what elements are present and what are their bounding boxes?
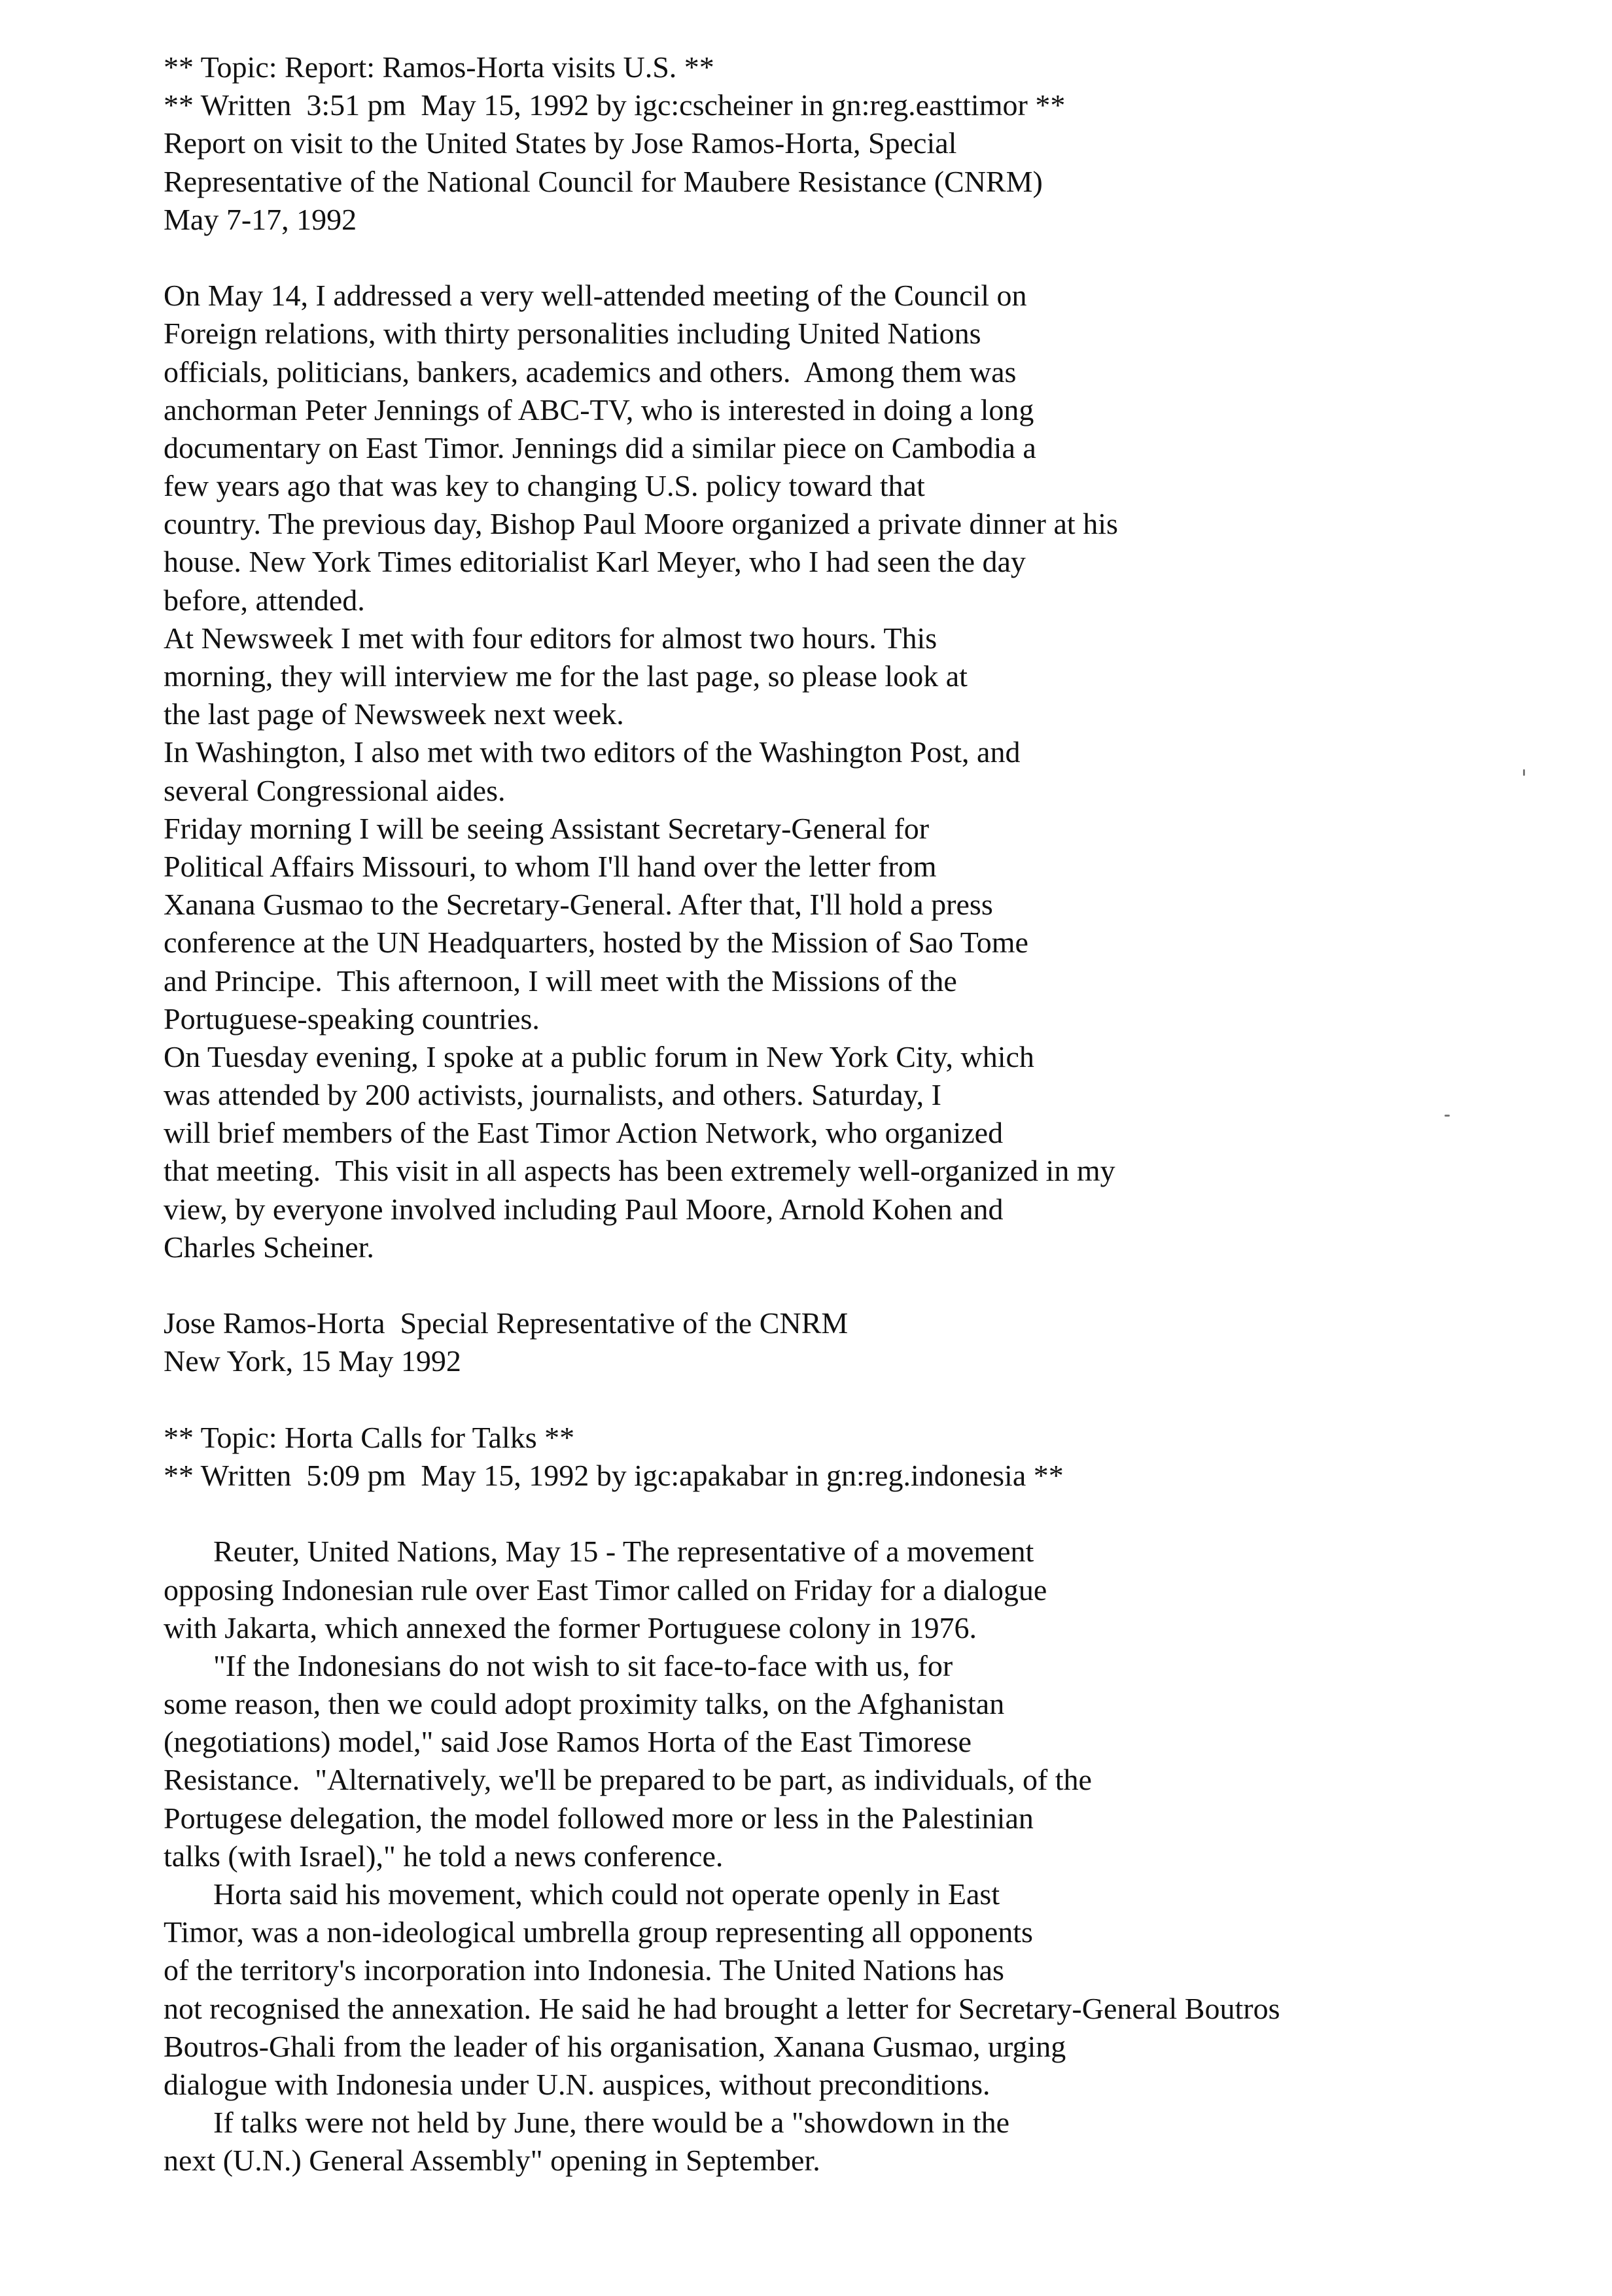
article-line: (negotiations) model," said Jose Ramos Horta of the East Timorese (164, 1725, 972, 1759)
body-line: Friday morning I will be seeing Assistant Secretary-General for (164, 811, 930, 845)
signature-line: Jose Ramos-Horta Special Representative of the CNRM (164, 1306, 849, 1340)
signature-location-date: New York, 15 May 1992 (164, 1344, 461, 1378)
text-column (164, 48, 1577, 2180)
body-line: that meeting. This visit in all aspects has been extremely well-organized in my (164, 1154, 1115, 1188)
scan-speck (1523, 769, 1525, 776)
body-line: country. The previous day, Bishop Paul Moore organized a private dinner at his (164, 507, 1118, 541)
report-title-line: Representative of the National Council for Maubere Resistance (CNRM) (164, 164, 1043, 198)
body-line: anchorman Peter Jennings of ABC-TV, who is interested in doing a long (164, 392, 1034, 426)
body-line: On Tuesday evening, I spoke at a public forum in New York City, which (164, 1039, 1034, 1073)
body-line: house. New York Times editorialist Karl Meyer, who I had seen the day (164, 545, 1026, 579)
body-line: view, by everyone involved including Paul Moore, Arnold Kohen and (164, 1192, 1004, 1226)
topic-header: ** Topic: Horta Calls for Talks ** (164, 1420, 575, 1454)
written-header: ** Written 5:09 pm May 15, 1992 by igc:apakabar in gn:reg.indonesia ** (164, 1458, 1064, 1492)
article-line: talks (with Israel)," he told a news conference. (164, 1839, 724, 1873)
body-line: In Washington, I also met with two editors of the Washington Post, and (164, 735, 1021, 769)
article-line: "If the Indonesians do not wish to sit face-to-face with us, for (213, 1648, 953, 1682)
blank-line (164, 1495, 1577, 1533)
body-line: Foreign relations, with thirty personalities including United Nations (164, 317, 981, 351)
body-line: the last page of Newsweek next week. (164, 697, 624, 731)
body-line: documentary on East Timor. Jennings did a similar piece on Cambodia a (164, 430, 1036, 464)
article-line: Horta said his movement, which could not operate openly in East (213, 1877, 1000, 1911)
article-line: of the territory's incorporation into Indonesia. The United Nations has (164, 1953, 1004, 1987)
report-dates: May 7-17, 1992 (164, 202, 357, 236)
article-line: with Jakarta, which annexed the former Portuguese colony in 1976. (164, 1610, 977, 1644)
body-line: before, attended. (164, 583, 365, 617)
blank-line (164, 239, 1577, 277)
article-line: next (U.N.) General Assembly" opening in September. (164, 2144, 820, 2178)
article-line: dialogue with Indonesia under U.N. auspices, without preconditions. (164, 2067, 990, 2101)
article-line: some reason, then we could adopt proximity talks, on the Afghanistan (164, 1687, 1005, 1721)
article-line: Boutros-Ghali from the leader of his organisation, Xanana Gusmao, urging (164, 2029, 1066, 2063)
body-line: conference at the UN Headquarters, hosted by the Mission of Sao Tome (164, 926, 1028, 960)
body-line: Political Affairs Missouri, to whom I'll hand over the letter from (164, 849, 937, 883)
blank-line (164, 1381, 1577, 1419)
body-line: At Newsweek I met with four editors for almost two hours. This (164, 621, 937, 655)
article-line: not recognised the annexation. He said he had brought a letter for Secretary-General Boutros (164, 1991, 1280, 2025)
article-line: Portugese delegation, the model followed more or less in the Palestinian (164, 1801, 1034, 1835)
body-line: morning, they will interview me for the last page, so please look at (164, 659, 968, 693)
body-line: several Congressional aides. (164, 773, 506, 807)
scan-speck (1445, 1115, 1450, 1117)
body-line: officials, politicians, bankers, academics and others. Among them was (164, 355, 1017, 389)
article-line: If talks were not held by June, there would be a "showdown in the (213, 2106, 1010, 2140)
article-line: Timor, was a non-ideological umbrella group representing all opponents (164, 1915, 1033, 1949)
blank-line (164, 1266, 1577, 1304)
body-line: On May 14, I addressed a very well-attended meeting of the Council on (164, 279, 1027, 313)
report-title-line: Report on visit to the United States by Jose Ramos-Horta, Special (164, 126, 957, 160)
body-line: will brief members of the East Timor Action Network, who organized (164, 1116, 1004, 1150)
body-line: Xanana Gusmao to the Secretary-General. After that, I'll hold a press (164, 888, 993, 922)
article-line: Resistance. "Alternatively, we'll be prepared to be part, as individuals, of the (164, 1763, 1092, 1797)
body-line: Portuguese-speaking countries. (164, 1001, 540, 1035)
written-header: ** Written 3:51 pm May 15, 1992 by igc:cscheiner in gn:reg.easttimor ** (164, 88, 1066, 122)
body-line: was attended by 200 activists, journalists, and others. Saturday, I (164, 1078, 941, 1112)
article-line: Reuter, United Nations, May 15 - The representative of a movement (213, 1535, 1034, 1569)
article-line: opposing Indonesian rule over East Timor called on Friday for a dialogue (164, 1573, 1047, 1607)
body-line: few years ago that was key to changing U.S. policy toward that (164, 469, 925, 503)
body-line: and Principe. This afternoon, I will meet with the Missions of the (164, 964, 957, 998)
topic-header: ** Topic: Report: Ramos-Horta visits U.S. ** (164, 50, 714, 84)
body-line: Charles Scheiner. (164, 1230, 374, 1264)
